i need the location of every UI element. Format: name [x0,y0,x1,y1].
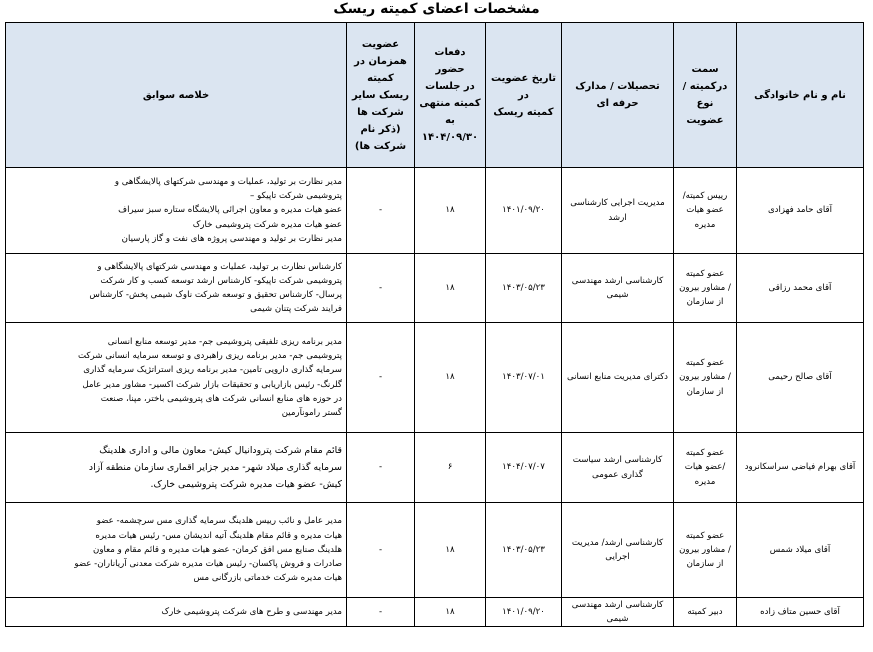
cell-name: آقای صالح رحیمی [737,323,864,433]
cell-history: مدیر مهندسی و طرح های شرکت پتروشیمی خارک [6,598,347,627]
cell-other: - [347,168,415,254]
header-history: خلاصه سوابق [6,23,347,168]
cell-education: کارشناسی ارشد سیاست گذاری عمومی [562,433,674,503]
cell-role: عضو کمیته / مشاور بیرون از سازمان [674,323,737,433]
cell-role: عضو کمیته / مشاور بیرون از سازمان [674,254,737,323]
header-row [6,23,864,168]
cell-name: آقای حسین متاف زاده [737,598,864,627]
cell-role: رییس کمیته/ عضو هیات مدیره [674,168,737,254]
cell-name: آقای بهرام فیاضی سراسکانرود [737,433,864,503]
cell-education: کارشناسی ارشد مهندسی شیمی [562,254,674,323]
cell-education: کارشناسی ارشد/ مدیریت اجرایی [562,503,674,598]
cell-education: کارشناسی ارشد مهندسی شیمی [562,598,674,627]
cell-role: عضو کمیته / مشاور بیرون از سازمان [674,503,737,598]
cell-other: - [347,433,415,503]
cell-attendance: ۱۸ [415,598,486,627]
cell-other: - [347,598,415,627]
header-other-memberships: عضویت همزمان در کمیته ریسک سایر شرکت ها (ذکر نام شرکت ها) [347,23,415,168]
cell-attendance: ۱۸ [415,503,486,598]
cell-role: دبیر کمیته [674,598,737,627]
cell-education: دکترای مدیریت منابع انسانی [562,323,674,433]
committee-members-table [5,22,864,627]
table-row [6,254,864,323]
cell-name: آقای میلاد شمس [737,503,864,598]
cell-attendance: ۱۸ [415,254,486,323]
cell-education: مدیریت اجرایی کارشناسی ارشد [562,168,674,254]
table-row [6,433,864,503]
cell-name: آقای محمد رزاقی [737,254,864,323]
header-membership-date: تاریخ عضویت در کمیته ریسک [486,23,562,168]
cell-name: آقای حامد فهزادی [737,168,864,254]
cell-membership-date: ۱۴۰۳/۰۵/۲۳ [486,254,562,323]
cell-history: قائم مقام شرکت پترودانیال کیش- معاون مالی و اداری هلدینگ سرمایه گذاری میلاد شهر- مدیر جزایر اقماری سازمان منطقه آزاد کیش- عضو هیات مدیره شرکت پتروشیمی خارک. [6,433,347,503]
cell-other: - [347,254,415,323]
cell-role: عضو کمیته /عضو هیات مدیره [674,433,737,503]
cell-attendance: ۶ [415,433,486,503]
cell-other: - [347,503,415,598]
cell-other: - [347,323,415,433]
cell-attendance: ۱۸ [415,168,486,254]
cell-attendance: ۱۸ [415,323,486,433]
table-row [6,323,864,433]
cell-membership-date: ۱۴۰۱/۰۹/۲۰ [486,598,562,627]
header-attendance: دفعات حضور در جلسات کمیته منتهی به ۱۴۰۴/۰۹/۳۰ [415,23,486,168]
cell-history: مدیر نظارت بر تولید، عملیات و مهندسی شرکتهای پالایشگاهی و پتروشیمی شرکت تاپیکو – عضو هیات مدیره و معاون اجرائی پالایشگاه ستاره سبز سیراف عضو هیات مدیره شرکت پتروشیمی خارک مدیر نظارت بر تولید و مهندسی پروژه های نفت و گاز پارسیان [6,168,347,254]
cell-membership-date: ۱۴۰۱/۰۹/۲۰ [486,168,562,254]
table-row [6,168,864,254]
cell-history: کارشناس نظارت بر تولید، عملیات و مهندسی شرکتهای پالایشگاهی و پتروشیمی شرکت تاپیکو- کارشناس ارشد توسعه کسب و کار شرکت پرسال- کارشناس تحقیق و توسعه شرکت ناوک شیمی پخش- کارشناس فرایند شرکت پتنان شیمی [6,254,347,323]
table-row [6,503,864,598]
cell-membership-date: ۱۴۰۳/۰۷/۰۱ [486,323,562,433]
page-title: مشخصات اعضای کمیته ریسک [333,1,540,17]
header-education: تحصیلات / مدارک حرفه ای [562,23,674,168]
cell-membership-date: ۱۴۰۳/۰۵/۲۳ [486,503,562,598]
table-row [6,598,864,627]
cell-history: مدیر عامل و نائب رییس هلدینگ سرمایه گذاری مس سرچشمه- عضو هیات مدیره و قائم مقام هلدینگ آتیه اندیشان مس- رئیس هیات مدیره هلدینگ صنایع مس افق کرمان- عضو هیات مدیره و قائم مقام و معاون صادرات و فروش پاکسان- رئیس هیات مدیره شرکت معدنی آریاناران- عضو هیات مدیره شرکت خدماتی بازرگانی مس [6,503,347,598]
header-name: نام و نام خانوادگی [737,23,864,168]
cell-membership-date: ۱۴۰۴/۰۷/۰۷ [486,433,562,503]
cell-history: مدیر برنامه ریزی تلفیقی پتروشیمی جم- مدیر توسعه منابع انسانی پتروشیمی جم- مدیر برنامه ریزی راهبردی و توسعه سرمایه انسانی شرکت سرمایه گذاری دارویی تامین- مدیر برنامه ریزی استراتژیک سرمایه گذاری گلرنگ- رئیس بازاریابی و تحقیقات بازار شرکت اکسیر- مشاور مدیر عامل در حوزه های منابع انسانی شرکت های پتروشیمی باختر، مپنا، صنعت گستر رامونآرمین [6,323,347,433]
header-role: سمت درکمیته / نوع عضویت [674,23,737,168]
